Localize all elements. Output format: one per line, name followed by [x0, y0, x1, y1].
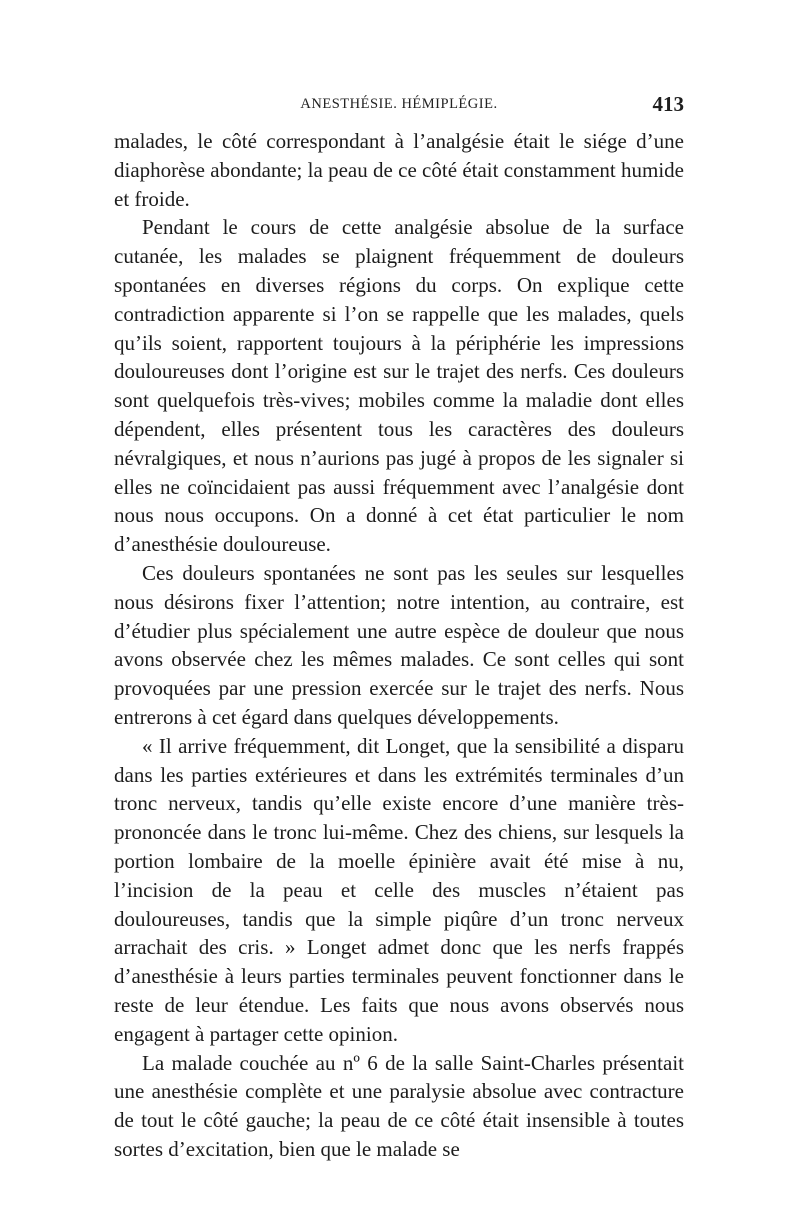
- running-head: [114, 94, 684, 118]
- paragraph-case-saint-charles: La malade couchée au nº 6 de la salle Saint-Charles présentait une anesthésie complète et une paralysie absolue avec contracture de tout le côté gauche; la peau de ce côté était insensible à toutes sortes d’excitation, bien que le malade se: [114, 1050, 684, 1161]
- running-title: ANESTHÉSIE. HÉMIPLÉGIE.: [300, 96, 498, 112]
- paragraph-longet-quote: « Il arrive fréquemment, dit Longet, que la sensibilité a disparu dans les parties extérieures et dans les extrémités terminales d’un tronc nerveux, tandis qu’elle existe encore d’une manière très-prononcée dans le tronc lui-même. Chez des chiens, sur lesquels la portion lombaire de la moelle épinière avait été mise à nu, l’incision de la peau et celle des muscles n’étaient pas douloureuses, tandis que la simple piqûre d’un tronc nerveux arrachait des cris. » Longet admet donc que les nerfs frappés d’anesthésie à leurs parties terminales peuvent fonctionner dans le reste de leur étendue. Les faits que nous avons observés nous engagent à partager cette opinion.: [114, 733, 684, 1046]
- page-number: 413: [652, 92, 684, 116]
- paragraph-continuation: malades, le côté correspondant à l’analgésie était le siége d’une diaphorèse abondante; la peau de ce côté était constamment humide et froide.: [114, 129, 684, 211]
- paragraph-provoked-pain: Ces douleurs spontanées ne sont pas les seules sur lesquelles nous désirons fixer l’attention; notre intention, au contraire, est d’étudier plus spécialement une autre espèce de douleur que nous avons observée chez les mêmes malades. Ce sont celles qui sont provoquées par une pression exercée sur le trajet des nerfs. Nous entrerons à cet égard dans quelques développements.: [114, 560, 684, 729]
- paragraph-spontaneous-pain: Pendant le cours de cette analgésie absolue de la surface cutanée, les malades se plaignent fréquemment de douleurs spontanées en diverses régions du corps. On explique cette contradiction apparente si l’on se rappelle que les malades, quels qu’ils soient, rapportent toujours à la périphérie les impressions douloureuses dont l’origine est sur le trajet des nerfs. Ces douleurs sont quelquefois très-vives; mobiles comme la maladie dont elles dépendent, elles présentent tous les caractères des douleurs névralgiques, et nous n’aurions pas jugé à propos de les signaler si elles ne coïncidaient pas aussi fréquemment avec l’analgésie dont nous nous occupons. On a donné à cet état particulier le nom d’anesthésie douloureuse.: [114, 215, 684, 557]
- body-text: [114, 127, 684, 1164]
